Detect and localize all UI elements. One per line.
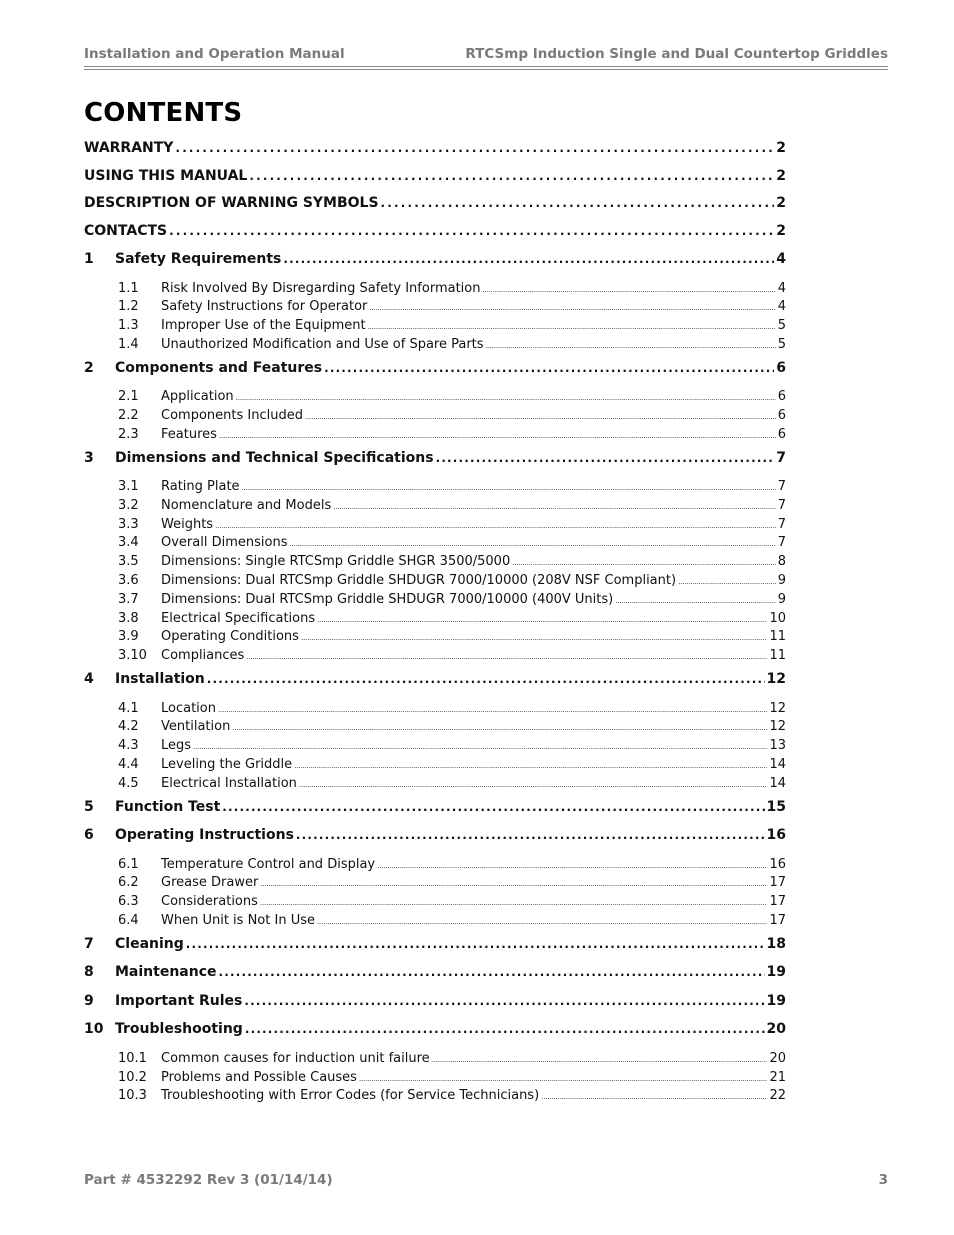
toc-entry[interactable] (84, 875, 786, 894)
toc-dot-leader (169, 224, 774, 238)
toc-subsection-group (84, 389, 786, 445)
toc-entry-page: 10 (769, 610, 786, 626)
toc-entry-page: 2 (776, 140, 786, 156)
toc-entry-number: 1.3 (118, 318, 139, 334)
toc-dot-leader (246, 653, 767, 661)
toc-entry-title: Operating Instructions (115, 827, 294, 844)
toc-entry-title: Dimensions: Dual RTCSmp Griddle SHDUGR 7000/10000 (400V Units) (161, 591, 614, 607)
toc-entry[interactable] (84, 573, 786, 592)
toc-entry-page: 17 (769, 894, 786, 910)
toc-entry-page: 6 (776, 359, 786, 376)
toc-entry-page: 19 (766, 964, 786, 981)
toc-dot-leader (219, 965, 765, 979)
toc-entry-number: 1 (84, 251, 94, 267)
toc-entry[interactable] (84, 450, 786, 478)
toc-entry-title: Considerations (161, 894, 258, 910)
toc-entry[interactable] (84, 701, 786, 720)
toc-dot-leader (242, 484, 776, 492)
toc-entry[interactable] (84, 427, 786, 446)
toc-entry[interactable] (84, 281, 786, 300)
toc-entry-number: 5 (84, 798, 94, 815)
toc-dot-leader (305, 413, 776, 421)
toc-entry-number: 1.1 (118, 280, 139, 296)
toc-entry-number: 2.3 (118, 426, 139, 442)
toc-entry[interactable] (84, 993, 786, 1021)
toc-entry[interactable] (84, 1021, 786, 1049)
toc-dot-leader (207, 672, 765, 686)
toc-entry[interactable] (84, 408, 786, 427)
toc-entry-title: Legs (161, 738, 192, 754)
toc-subsection-group (84, 857, 786, 932)
toc-entry-number: 4.5 (118, 775, 139, 791)
toc-entry-title: Maintenance (115, 964, 217, 981)
toc-entry[interactable] (84, 827, 786, 855)
toc-dot-leader (245, 1022, 765, 1036)
toc-entry[interactable] (84, 719, 786, 738)
toc-entry-title: CONTACTS (84, 222, 168, 239)
toc-entry[interactable] (84, 318, 786, 337)
toc-entry-title: Operating Conditions (161, 629, 299, 645)
toc-entry[interactable] (84, 629, 786, 648)
toc-entry-number: 2 (84, 359, 94, 376)
toc-entry-page: 17 (769, 912, 786, 928)
toc-entry[interactable] (84, 1088, 786, 1107)
toc-entry-number: 4.4 (118, 756, 139, 772)
toc-entry-page: 7 (777, 516, 786, 532)
toc-entry-page: 4 (777, 299, 786, 315)
toc-entry[interactable] (84, 299, 786, 318)
toc-entry-number: 2.1 (118, 389, 139, 405)
toc-dot-leader (541, 1093, 767, 1101)
toc-entry-title: Safety Requirements (115, 251, 282, 267)
toc-entry[interactable] (84, 337, 786, 356)
toc-dot-leader (381, 196, 775, 210)
toc-entry-page: 16 (769, 856, 786, 872)
toc-entry-title: Location (161, 700, 216, 716)
toc-entry[interactable] (84, 389, 786, 408)
toc-entry[interactable] (84, 592, 786, 611)
toc-entry-title: Safety Instructions for Operator (161, 299, 368, 315)
toc-entry-number: 3 (84, 449, 94, 466)
toc-entry-number: 3.8 (118, 610, 139, 626)
toc-entry-page: 4 (776, 251, 786, 267)
header-right: RTCSmp Induction Single and Dual Countertop Griddles (465, 46, 888, 62)
toc-dot-leader (324, 361, 774, 375)
toc-entry-title: Cleaning (115, 935, 184, 952)
toc-dot-leader (232, 724, 767, 732)
toc-entry-page: 19 (766, 992, 786, 1009)
toc-dot-leader (333, 503, 775, 511)
toc-dot-leader (512, 559, 776, 567)
toc-entry-title: Nomenclature and Models (161, 497, 332, 513)
toc-entry-number: 10.1 (118, 1050, 147, 1066)
toc-entry-page: 15 (766, 798, 786, 815)
toc-entry-page: 2 (776, 167, 786, 184)
toc-dot-leader (615, 597, 775, 605)
toc-entry-page: 12 (766, 671, 786, 688)
toc-entry-page: 22 (769, 1088, 786, 1104)
toc-entry-number: 10.3 (118, 1088, 147, 1104)
toc-entry-number: 8 (84, 964, 94, 981)
toc-dot-leader (222, 800, 764, 814)
toc-dot-leader (317, 616, 767, 624)
toc-entry-number: 7 (84, 935, 94, 952)
toc-dot-leader (432, 1056, 768, 1064)
toc-entry[interactable] (84, 195, 786, 223)
toc-entry-page: 6 (777, 426, 786, 442)
toc-entry-number: 4.3 (118, 738, 139, 754)
toc-entry-number: 1.2 (118, 299, 139, 315)
toc-entry-title: When Unit is Not In Use (161, 912, 315, 928)
toc-entry-page: 12 (769, 700, 786, 716)
toc-entry-title: Ventilation (161, 719, 231, 735)
footer-page-number: 3 (878, 1172, 888, 1188)
toc-entry-title: Unauthorized Modification and Use of Spare Parts (161, 336, 484, 352)
toc-entry-page: 11 (769, 648, 786, 664)
toc-dot-leader (193, 743, 767, 751)
toc-dot-leader (244, 994, 764, 1008)
toc-entry-title: Features (161, 426, 217, 442)
toc-entry-page: 14 (769, 756, 786, 772)
toc-entry[interactable] (84, 1070, 786, 1089)
toc-dot-leader (436, 451, 775, 465)
toc-entry-title: Weights (161, 516, 214, 532)
toc-entry-title: Electrical Installation (161, 775, 297, 791)
toc-entry-number: 3.5 (118, 554, 139, 570)
toc-entry[interactable] (84, 799, 786, 827)
table-of-contents (84, 140, 786, 1111)
toc-entry-number: 1.4 (118, 336, 139, 352)
toc-entry-page: 7 (776, 449, 786, 466)
toc-entry-number: 9 (84, 992, 94, 1009)
toc-dot-leader (678, 578, 776, 586)
toc-entry-number: 3.9 (118, 629, 139, 645)
toc-entry-page: 14 (769, 775, 786, 791)
toc-entry[interactable] (84, 776, 786, 795)
toc-entry-title: Compliances (161, 648, 245, 664)
toc-entry-title: Important Rules (115, 992, 243, 1009)
toc-entry-number: 6.1 (118, 856, 139, 872)
toc-dot-leader (369, 304, 775, 312)
toc-dot-leader (175, 141, 774, 155)
toc-dot-leader (218, 706, 767, 714)
toc-entry-number: 6.2 (118, 875, 139, 891)
toc-dot-leader (283, 252, 774, 266)
toc-entry-number: 10 (84, 1021, 104, 1038)
toc-entry-title: Components and Features (115, 359, 323, 376)
toc-entry-page: 16 (766, 827, 786, 844)
toc-entry-page: 7 (777, 497, 786, 513)
toc-entry[interactable] (84, 913, 786, 932)
toc-entry-page: 6 (777, 389, 786, 405)
toc-entry-page: 18 (766, 935, 786, 952)
toc-entry-number: 4.1 (118, 700, 139, 716)
toc-entry-page: 13 (769, 738, 786, 754)
toc-entry-number: 4 (84, 671, 94, 688)
header-rule-secondary (84, 69, 888, 70)
toc-entry-title: Leveling the Griddle (161, 756, 293, 772)
toc-dot-leader (317, 918, 767, 926)
toc-entry-title: Troubleshooting with Error Codes (for Service Technicians) (161, 1088, 540, 1104)
toc-entry[interactable] (84, 498, 786, 517)
toc-dot-leader (377, 862, 767, 870)
toc-dot-leader (301, 634, 768, 642)
toc-entry[interactable] (84, 648, 786, 667)
toc-entry[interactable] (84, 1051, 786, 1070)
header-rule (84, 66, 888, 67)
toc-entry-page: 8 (777, 554, 786, 570)
toc-dot-leader (219, 432, 776, 440)
toc-entry-title: Dimensions and Technical Specifications (115, 449, 434, 466)
toc-dot-leader (260, 899, 768, 907)
toc-entry-page: 7 (777, 479, 786, 495)
toc-entry-title: Improper Use of the Equipment (161, 318, 366, 334)
toc-subsection-group (84, 281, 786, 356)
toc-entry[interactable] (84, 360, 786, 388)
toc-entry-page: 2 (776, 195, 786, 211)
toc-entry-page: 20 (769, 1050, 786, 1066)
toc-entry-title: Problems and Possible Causes (161, 1069, 357, 1085)
toc-entry-page: 5 (777, 318, 786, 334)
toc-dot-leader (482, 286, 775, 294)
toc-entry-title: Overall Dimensions (161, 535, 288, 551)
toc-entry[interactable] (84, 479, 786, 498)
toc-entry-number: 3.10 (118, 648, 147, 664)
toc-entry-number: 3.6 (118, 573, 139, 589)
toc-entry[interactable] (84, 251, 786, 279)
toc-entry-title: Temperature Control and Display (161, 856, 376, 872)
toc-dot-leader (359, 1075, 768, 1083)
toc-entry-page: 6 (777, 407, 786, 423)
footer-part-number: Part # 4532292 Rev 3 (01/14/14) (84, 1172, 333, 1188)
toc-entry-title: Application (161, 389, 234, 405)
toc-entry-number: 6.4 (118, 912, 139, 928)
toc-entry-title: Dimensions: Single RTCSmp Griddle SHGR 3500/5000 (161, 554, 511, 570)
toc-entry-page: 4 (777, 280, 786, 296)
toc-entry[interactable] (84, 671, 786, 699)
toc-entry-number: 10.2 (118, 1069, 147, 1085)
toc-entry-title: WARRANTY (84, 140, 174, 156)
toc-subsection-group (84, 479, 786, 667)
toc-entry-title: Troubleshooting (115, 1021, 243, 1038)
toc-dot-leader (215, 522, 776, 530)
toc-dot-leader (299, 781, 768, 789)
toc-dot-leader (368, 323, 776, 331)
toc-entry-page: 12 (769, 719, 786, 735)
toc-entry[interactable] (84, 894, 786, 913)
toc-dot-leader (486, 342, 776, 350)
toc-entry-number: 3.4 (118, 535, 139, 551)
toc-entry-number: 3.2 (118, 497, 139, 513)
toc-entry-number: 3.7 (118, 591, 139, 607)
page-header (84, 46, 888, 62)
toc-entry-number: 2.2 (118, 407, 139, 423)
toc-entry[interactable] (84, 964, 786, 992)
toc-entry-page: 9 (777, 591, 786, 607)
toc-entry-page: 9 (777, 573, 786, 589)
toc-entry[interactable] (84, 535, 786, 554)
toc-dot-leader (260, 880, 767, 888)
toc-entry-page: 2 (776, 222, 786, 239)
toc-entry-title: Function Test (115, 798, 221, 815)
toc-entry[interactable] (84, 936, 786, 964)
toc-entry-title: Installation (115, 671, 205, 688)
toc-entry-title: Risk Involved By Disregarding Safety Information (161, 280, 481, 296)
toc-entry-page: 11 (769, 629, 786, 645)
toc-dot-leader (186, 937, 765, 951)
toc-dot-leader (236, 394, 776, 402)
toc-entry-title: USING THIS MANUAL (84, 167, 248, 184)
toc-entry[interactable] (84, 517, 786, 536)
toc-entry-number: 3.1 (118, 479, 139, 495)
toc-entry-title: Electrical Specifications (161, 610, 316, 626)
toc-entry[interactable] (84, 757, 786, 776)
toc-entry-title: Dimensions: Dual RTCSmp Griddle SHDUGR 7000/10000 (208V NSF Compliant) (161, 573, 677, 589)
toc-entry[interactable] (84, 554, 786, 573)
toc-entry-page: 21 (769, 1069, 786, 1085)
toc-entry-page: 20 (766, 1021, 786, 1038)
toc-entry-number: 3.3 (118, 516, 139, 532)
toc-entry-title: DESCRIPTION OF WARNING SYMBOLS (84, 195, 379, 211)
toc-entry-page: 5 (777, 336, 786, 352)
header-left: Installation and Operation Manual (84, 46, 345, 62)
toc-entry-title: Grease Drawer (161, 875, 259, 891)
toc-dot-leader (249, 169, 774, 183)
toc-entry[interactable] (84, 140, 786, 168)
toc-entry-page: 7 (777, 535, 786, 551)
toc-dot-leader (296, 828, 765, 842)
toc-subsection-group (84, 701, 786, 795)
toc-entry-number: 6.3 (118, 894, 139, 910)
toc-entry[interactable] (84, 857, 786, 876)
page-title: CONTENTS (84, 98, 243, 128)
toc-entry-title: Rating Plate (161, 479, 240, 495)
toc-entry[interactable] (84, 738, 786, 757)
toc-entry[interactable] (84, 611, 786, 630)
toc-dot-leader (289, 540, 775, 548)
toc-entry-title: Components Included (161, 407, 303, 423)
toc-entry-number: 4.2 (118, 719, 139, 735)
toc-subsection-group (84, 1051, 786, 1107)
page-footer (84, 1172, 888, 1188)
toc-entry-number: 6 (84, 827, 94, 844)
toc-entry-title: Common causes for induction unit failure (161, 1050, 430, 1066)
toc-entry-page: 17 (769, 875, 786, 891)
toc-entry[interactable] (84, 223, 786, 251)
toc-dot-leader (294, 762, 767, 770)
toc-entry[interactable] (84, 168, 786, 196)
